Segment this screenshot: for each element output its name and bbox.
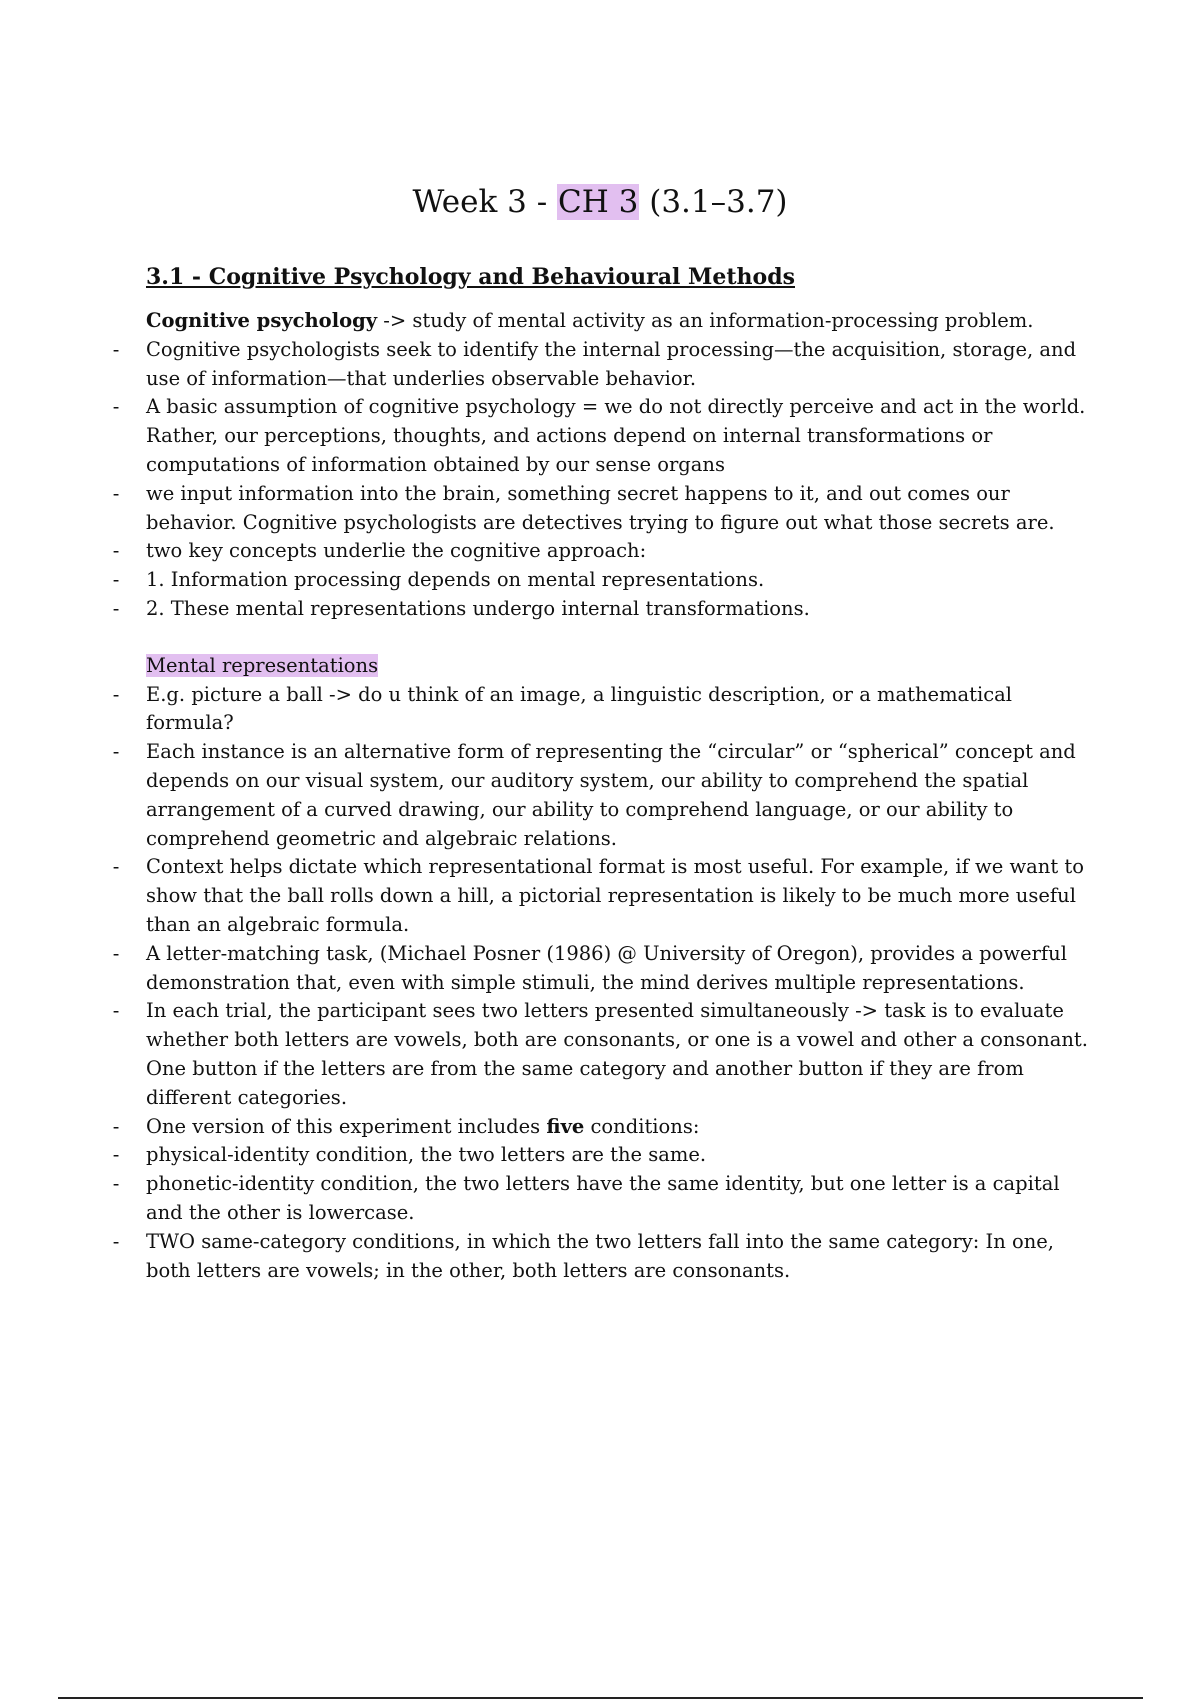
title-prefix: Week 3 - [412,184,558,220]
list-item [112,595,1096,624]
version-pre: One version of this experiment includes [146,1114,547,1138]
list-item-text: Context helps dictate which representational format is most useful. For example, if we want to show that the ball rolls down a hill, a pictorial representation is likely to be much more useful than an algebraic formula. [146,855,1084,936]
list-item [112,681,1096,940]
bullet-dash: - [112,596,120,620]
concepts-list [112,566,1096,624]
letter-task-sublist [112,997,1096,1285]
bullet-dash: - [112,337,120,361]
list-item-text: Each instance is an alternative form of representing the “circular” or “spherical” concept and depends on our visual system, our auditory system, our ability to comprehend the spatial arrangement of a curved drawing, our ability to comprehend language, or our ability to comprehend geometric and algebraic relations. [146,740,1076,850]
title-highlight: CH 3 [558,184,639,220]
intro-term: Cognitive psychology [146,309,378,332]
page-title [0,182,1200,222]
list-item-text: we input information into the brain, something secret happens to it, and out comes our behavior. Cognitive psychologists are detectives trying to figure out what those secrets are. [146,481,1055,534]
cognitive-list [112,336,1096,624]
bullet-dash: - [112,682,120,706]
list-item [112,480,1096,538]
conditions-list [112,1141,1096,1285]
footer-divider [58,1697,1143,1699]
spacer [146,624,1096,652]
bullet-dash: - [112,1143,120,1167]
bullet-dash: - [112,395,120,419]
version-post: conditions: [584,1114,700,1138]
list-item-text: A letter-matching task, (Michael Posner (1986) @ University of Oregon), provides a powerful demonstration that, even with simple stimuli, the mind derives multiple representations. [146,941,1067,994]
list-item-text: physical-identity condition, the two letters are the same. [146,1143,707,1167]
section-heading: 3.1 - Cognitive Psychology and Behavioural Methods [146,264,795,290]
list-item-text: two key concepts underlie the cognitive approach: [146,539,647,563]
list-item-text: In each trial, the participant sees two letters presented simultaneously -> task is to evaluate whether both letters are vowels, both are consonants, or one is a vowel and other a consonant. One button if the letters are from the same category and another button if they are from different categories. [146,999,1088,1109]
mental-heading-text: Mental representations [146,653,379,677]
bullet-dash: - [112,568,120,592]
bullet-dash: - [112,1229,120,1253]
list-item-text: phonetic-identity condition, the two letters have the same identity, but one letter is a capital and the other is lowercase. [146,1172,1060,1224]
list-item-text: A basic assumption of cognitive psychology = we do not directly perceive and act in the world. Rather, our perceptions, thoughts, and actions depend on internal transformations or computations of information obtained by our sense organs [146,395,1086,476]
list-item [112,853,1096,939]
list-item [112,997,1096,1112]
bullet-dash: - [112,539,120,563]
bullet-dash: - [112,740,120,764]
bullet-dash: - [112,1172,120,1196]
list-item [112,1141,1096,1170]
mental-heading [146,652,1096,681]
list-item [112,393,1096,479]
list-item [112,738,1096,853]
intro-text: -> study of mental activity as an information-processing problem. [377,309,1034,332]
list-item-text: 1. Information processing depends on mental representations. [146,568,765,592]
version-bold: five [546,1114,585,1138]
list-item-text: E.g. picture a ball -> do u think of an image, a linguistic description, or a mathematical formula? [146,682,1013,735]
intro-paragraph [146,307,1096,336]
bullet-dash: - [112,855,120,879]
ball-sublist [112,738,1096,940]
list-item [112,537,1096,623]
bullet-dash: - [112,1114,120,1138]
list-item-text: TWO same-category conditions, in which the two letters fall into the same category: In one, both letters are vowels; in the other, both letters are consonants. [146,1229,1054,1282]
list-item [112,1113,1096,1286]
document-body [112,307,1096,1285]
list-item-text: Cognitive psychologists seek to identify the internal processing—the acquisition, storage, and use of information—that underlies observable behavior. [146,337,1077,390]
title-suffix: (3.1–3.7) [639,184,788,220]
list-item [112,336,1096,394]
list-item [112,1228,1096,1286]
bullet-dash: - [112,481,120,505]
list-item [112,940,1096,1286]
bullet-dash: - [112,999,120,1023]
list-item [112,566,1096,595]
bullet-dash: - [112,941,120,965]
list-item [112,1170,1096,1228]
mental-list [112,681,1096,1286]
list-item-text: 2. These mental representations undergo internal transformations. [146,596,810,620]
